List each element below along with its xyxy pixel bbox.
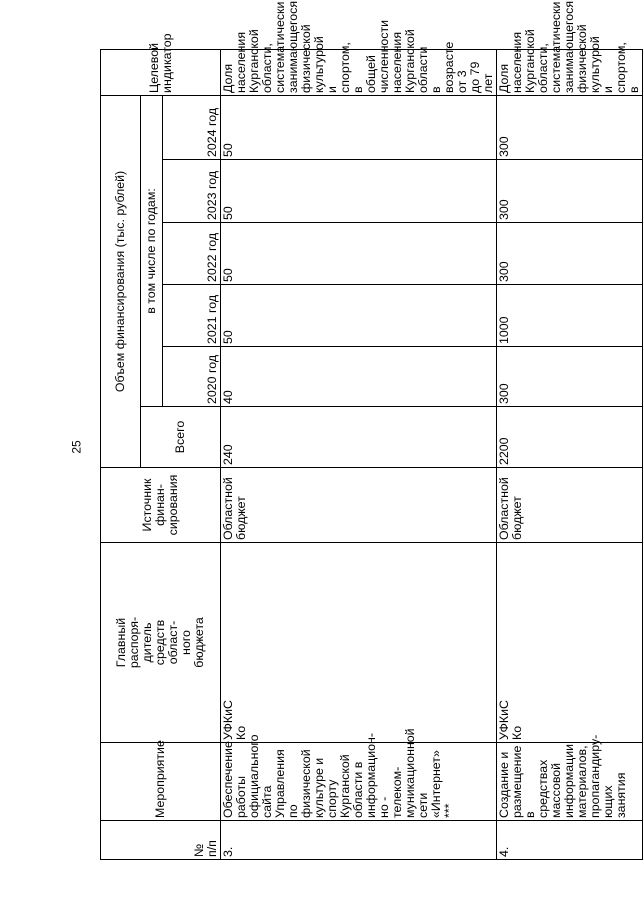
row-source: Областной бюджет xyxy=(221,468,497,543)
header-total: Всего xyxy=(141,407,221,468)
row-year-2023: 50 xyxy=(221,160,497,223)
header-num: № п/п xyxy=(101,821,221,860)
rotated-sheet xyxy=(100,0,641,860)
table-row xyxy=(497,49,643,859)
row-year-2022: 50 xyxy=(221,223,497,285)
row-year-2020: 40 xyxy=(221,347,497,407)
header-year-2020: 2020 год xyxy=(163,347,221,407)
row-year-2021: 1000 xyxy=(497,285,643,347)
header-indicator: Целевой индикатор xyxy=(101,49,221,95)
row-manager: УФКиС Ко xyxy=(497,543,643,743)
header-manager: Главный распоря- дитель средств област- ного бюджета xyxy=(101,543,221,743)
row-num: 4. xyxy=(497,821,643,860)
header-source: Источник финан- сирования xyxy=(101,468,221,543)
row-source: Областной бюджет xyxy=(497,468,643,543)
header-year-2023: 2023 год xyxy=(163,160,221,223)
row-year-2024: 50 xyxy=(221,95,497,159)
row-total: 240 xyxy=(221,407,497,468)
row-year-2020: 300 xyxy=(497,347,643,407)
page-number: 25 xyxy=(69,440,84,454)
row-year-2021: 50 xyxy=(221,285,497,347)
row-year-2024: 300 xyxy=(497,95,643,159)
row-total: 2200 xyxy=(497,407,643,468)
header-year-2024: 2024 год xyxy=(163,95,221,159)
header-by-years: в том числе по годам: xyxy=(141,95,163,406)
row-num: 3. xyxy=(221,821,497,860)
header-event: Мероприятие xyxy=(101,743,221,821)
header-year-2022: 2022 год xyxy=(163,223,221,285)
row-indicator: Доля населения Курганской области, систематически занимающегося физической культурой и спортом, в xyxy=(497,49,643,95)
row-year-2022: 300 xyxy=(497,223,643,285)
row-manager: УФКиС Ко xyxy=(221,543,497,743)
funding-table xyxy=(100,0,643,860)
header-funding: Объем финансирования (тыс. рублей) xyxy=(101,95,141,467)
row-event: Обеспечение работы официального сайта Управления по физической культуре и спорту Курганской области в информацион- но - телеком- муникационной сети «Интернет» *** xyxy=(221,743,497,821)
row-year-2023: 300 xyxy=(497,160,643,223)
row-indicator: Доля населения Курганской области, систематически занимающегося физической культурой и спортом, в общей численности населения Курганской области в возрасте от 3 до 79 лет xyxy=(221,49,497,95)
header-year-2021: 2021 год xyxy=(163,285,221,347)
table-row xyxy=(221,49,497,859)
row-event: Создание и размещение в средствах массовой информации материалов, пропагандиру- ющих занятия xyxy=(497,743,643,821)
